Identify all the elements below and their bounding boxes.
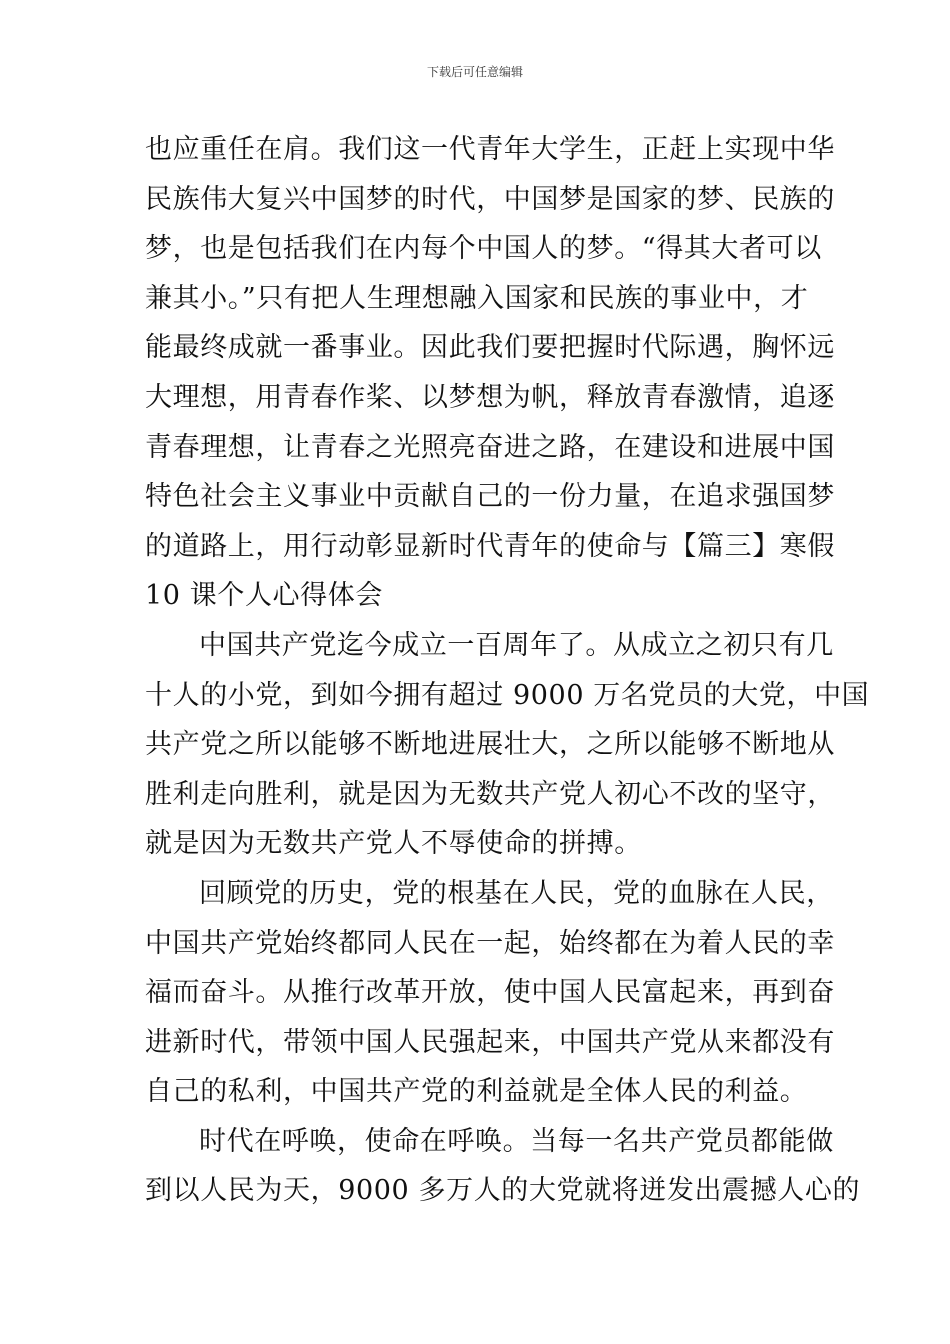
text-line: 兼其小。”只有把人生理想融入国家和民族的事业中，才 (145, 282, 809, 314)
text-line: 共产党之所以能够不断地进展壮大，之所以能够不断地从 (145, 729, 835, 761)
document-body (145, 125, 870, 1216)
paragraph-2 (145, 621, 870, 869)
text-line: 时代在呼唤，使命在呼唤。当每一名共产党员都能做 (199, 1125, 834, 1157)
paragraph-3 (145, 869, 835, 1117)
text-line: 进新时代，带领中国人民强起来，中国共产党从来都没有 (145, 1026, 835, 1058)
text-line: 中国共产党始终都同人民在一起，始终都在为着人民的幸 (145, 927, 835, 959)
text-line: 大理想，用青春作桨、以梦想为帆，释放青春激情，追逐 (145, 381, 835, 413)
text-line: 10 课个人心得体会 (145, 580, 383, 612)
text-line: 青春理想，让青春之光照亮奋进之路，在建设和进展中国 (145, 431, 835, 463)
paragraph-1 (145, 125, 835, 621)
text-line: 中国共产党迄今成立一百周年了。从成立之初只有几 (199, 629, 834, 661)
text-line: 到以人民为天，9000 多万人的大党就将迸发出震撼人心的 (145, 1175, 861, 1207)
page-header: 下载后可任意编辑 (426, 65, 523, 79)
text-line: 就是因为无数共产党人不辱使命的拼搏。 (145, 828, 642, 860)
text-line: 能最终成就一番事业。因此我们要把握时代际遇，胸怀远 (145, 332, 835, 364)
text-line: 胜利走向胜利，就是因为无数共产党人初心不改的坚守， (145, 778, 835, 810)
text-line: 福而奋斗。从推行改革开放，使中国人民富起来，再到奋 (145, 977, 835, 1009)
text-line: 的道路上，用行动彰显新时代青年的使命与【篇三】寒假 (145, 530, 835, 562)
text-line: 回顾党的历史，党的根基在人民，党的血脉在人民， (199, 877, 834, 909)
text-line: 民族伟大复兴中国梦的时代，中国梦是国家的梦、民族的 (145, 183, 835, 215)
paragraph-4 (145, 1117, 861, 1216)
text-line: 特色社会主义事业中贡献自己的一份力量，在追求强国梦 (145, 481, 835, 513)
text-line: 梦，也是包括我们在内每个中国人的梦。“得其大者可以 (145, 233, 822, 265)
text-line: 自己的私利，中国共产党的利益就是全体人民的利益。 (145, 1076, 808, 1108)
text-line: 也应重任在肩。我们这一代青年大学生，正赶上实现中华 (145, 134, 835, 165)
text-line: 十人的小党，到如今拥有超过 9000 万名党员的大党，中国 (145, 679, 870, 711)
